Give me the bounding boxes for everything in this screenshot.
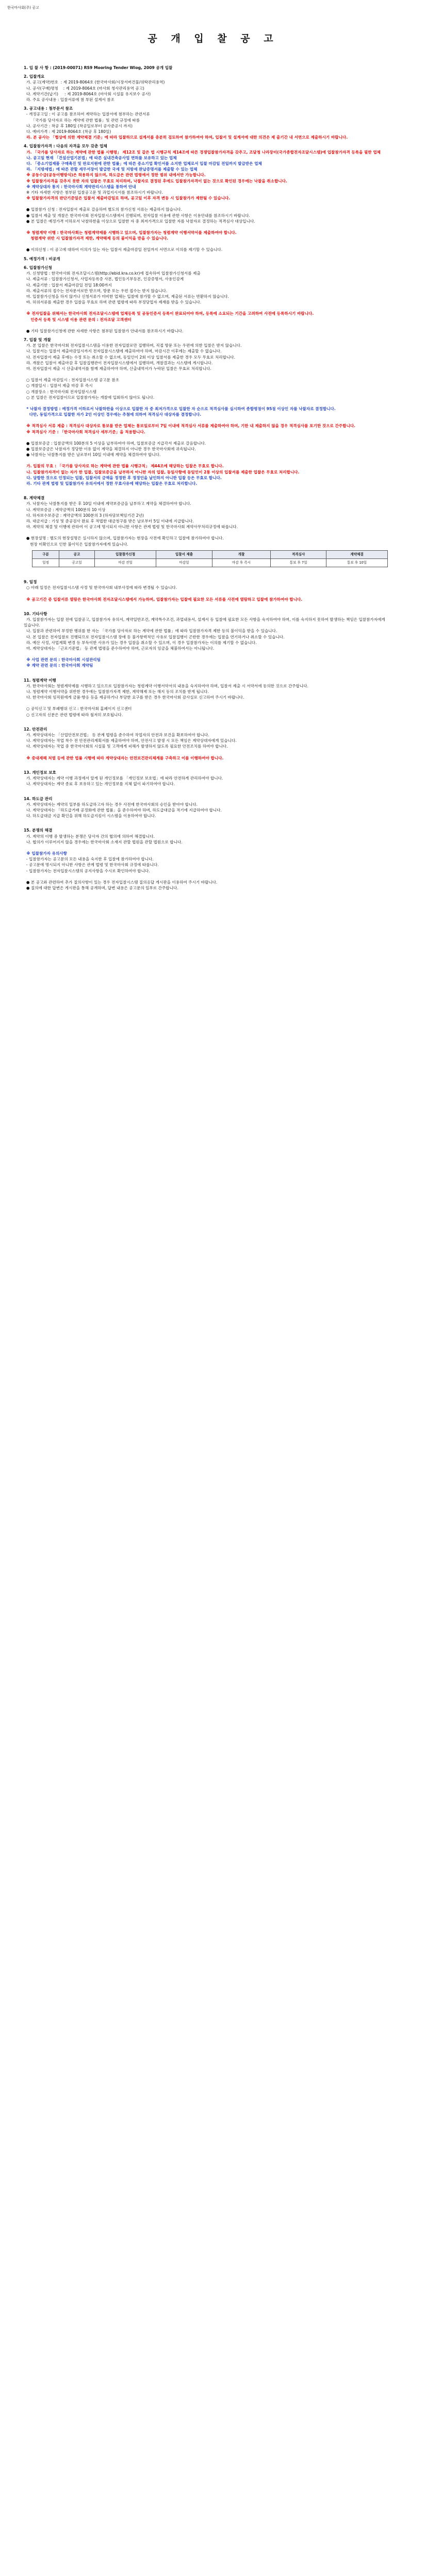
- spacer: [24, 400, 400, 406]
- text-line: 마. 계약의 체결 및 이행에 관하여 이 공고에 명시되지 아니한 사항은 관계 법령 및 한국마사회 계약사무처리규정에 따릅니다.: [24, 524, 238, 530]
- section-heading: 2. 입찰개요: [24, 74, 45, 79]
- text-line: ● 입찰서 제출 및 개찰은 한국마사회 전자입찰시스템에서 진행되며, 전자입찰 이용에 관한 사항은 이용안내를 참조하시기 바랍니다.: [24, 213, 250, 218]
- text-line: 다. 전자입찰서 제출 후에는 수정 또는 취소할 수 없으며, 동일인이 2회 이상 입찰서를 제출한 경우 모두 무효로 처리합니다.: [24, 354, 236, 360]
- notice-body: [24, 62, 400, 891]
- text-line: 나. 입찰참가자격이 없는 자가 한 입찰, 입찰보증금을 납부하지 아니한 자의 입찰, 동일사항에 동일인이 2통 이상의 입찰서를 제출한 입찰은 무효로 처리합니다.: [24, 469, 300, 474]
- text-line: - 공고문에 명시되지 아니한 사항은 관계 법령 및 한국마사회 규정에 따릅니다.: [24, 862, 159, 868]
- text-line: ● 현장설명 : 별도의 현장설명은 실시하지 않으며, 입찰참가자는 현장을 사전에 확인하고 입찰에 참가하여야 합니다.: [24, 536, 224, 541]
- spacer: [24, 651, 400, 657]
- text-line: 나. 제출서류 : 입찰참가신청서, 사업자등록증 사본, 법인등기부등본, 인감증명서, 사용인감계: [24, 277, 184, 282]
- text-line: 가. 공고(계약)번호 : 제 2019-8064호 (한국마사회/시장서버건물/위탁관리용역): [24, 80, 165, 85]
- text-line: 가. 입찰참가자는 입찰 전에 입찰공고, 입찰참가자 유의서, 계약일반조건, 계약특수조건, 과업내용서, 설계서 등 입찰에 필요한 모든 사항을 숙지하여야 하며, 이를 숙지하지 못하여 발생하는 책임은 입찰참가자에게 있습니다.: [24, 617, 387, 628]
- section-heading: 10. 기타사항: [24, 611, 47, 616]
- text-line: 인증서 등록 및 시스템 이용 관련 문의 : 전자조달 고객센터: [24, 317, 132, 322]
- text-line: 라. 대금지급 : 기성 및 준공검사 완료 후 적법한 대금청구를 받은 날로부터 5일 이내에 지급합니다.: [24, 519, 194, 523]
- text-line: 라. 주요 공사내용 : 입찰서류에 첨 부된 설계서 참조: [24, 97, 114, 103]
- schedule-cell: 마감 전일: [94, 559, 156, 567]
- schedule-cell: 통보 후 7일: [271, 559, 326, 567]
- text-line: 가. 「국가를 당사자로 하는 계약에 관한 법률 시행령」 제12조 및 같은 법 시행규칙 제14조에 따른 경쟁입찰참가자격을 갖추고, 조달청 나라장터(국가종합전자조달시스템)에 입찰참가자격 등록을 필한 업체: [24, 149, 381, 155]
- text-line: 다. 예비가격 : 제 2019-8064호 (착공 후 180일): [24, 129, 111, 134]
- spacer: [24, 761, 400, 767]
- spacer: [24, 718, 400, 723]
- text-line: 나. 입찰과 관련하여 부정한 행위를 한 자는 「국가를 당사자로 하는 계약에 관한 법률」에 따라 입찰참가자격 제한 등의 불이익을 받을 수 있습니다.: [24, 629, 277, 634]
- text-line: 라. 예산 사정, 사업계획 변경 등 부득이한 사유가 있는 경우 입찰을 취소할 수 있으며, 이 경우 입찰참가자는 이의를 제기할 수 없습니다.: [24, 640, 257, 645]
- section-heading: 4. 입찰참가자격 : 다음의 자격을 모두 갖춘 업체: [24, 144, 107, 149]
- text-line: ※ 공고기간 중 입찰서류 열람은 한국마사회 전자조달시스템에서 가능하며, 입찰참가자는 입찰에 필요한 모든 서류를 사전에 열람하고 입찰에 참가하여야 합니다.: [24, 597, 303, 602]
- text-line: 다. 계약상대자는 작업 중 한국마사회의 시설물 및 고객에게 피해가 발생하지 않도록 필요한 안전조치를 하여야 합니다.: [24, 744, 228, 749]
- text-line: ※ 입찰참가자격의 판단기준일은 입찰서 제출마감일로 하며, 공고일 이후 자격 변동 시 입찰참가가 제한될 수 있습니다.: [24, 196, 231, 201]
- text-line: ※ 계약상대자 통지 : 한국마사회 계약관리시스템을 통하여 안내: [24, 184, 136, 189]
- spacer: [24, 486, 400, 492]
- schedule-table: [32, 550, 388, 567]
- section-heading: 13. 개인정보 보호: [24, 770, 56, 775]
- text-line: 다. 하도급대금 지급 확인을 위해 하도급지킴이 시스템을 이용하여야 합니다.: [24, 814, 156, 819]
- section-heading: 12. 안전관리: [24, 726, 47, 732]
- text-line: ※ 입찰참가자 유의사항: [24, 851, 67, 856]
- notice-title: 공 개 입 찰 공 고: [148, 33, 278, 44]
- spacer: [24, 750, 400, 755]
- text-line: ○ 아래 일정은 전자입찰시스템 사정 및 한국마사회 내부사정에 따라 변경될 수 있습니다.: [24, 585, 177, 590]
- schedule-header-cell: 공고: [59, 550, 95, 558]
- text-line: ● 입찰보증금 : 입찰금액의 100분의 5 이상을 납부하여야 하며, 입찰보증금 지급각서 제출로 갈음합니다.: [24, 440, 206, 446]
- text-line: ● 이의신청 : 이 공고에 대하여 이의가 있는 자는 입찰서 제출마감일 전일까지 서면으로 이의를 제기할 수 있습니다.: [24, 247, 223, 252]
- text-line: ○ 개찰장소 : 한국마사회 전자입찰시스템: [24, 389, 97, 394]
- text-line: ● 기타 입찰참가신청에 관한 자세한 사항은 첨부된 입찰참가 안내서를 참조하시기 바랍니다.: [24, 328, 184, 333]
- text-line: ※ 청렴계약 이행 : 한국마사회는 청렴계약제를 시행하고 있으며, 입찰참가자는 청렴계약 이행서약서를 제출하여야 합니다.: [24, 230, 237, 235]
- text-line: 다. 제출기한 : 입찰서 제출마감일 전일 18:00까지: [24, 282, 112, 287]
- section-heading: 3. 공고내용 : 첨부문서 참조: [24, 106, 73, 111]
- spacer: [24, 435, 400, 440]
- text-line: 라. 본 공사는 「협상에 의한 계약체결 기준」에 따라 입찰하므로 설계서를 충분히 검토하여 참가하여야 하며, 입찰서 및 설계서에 대한 의견은 제 출기간 내 서면으로 제출하시기 바랍니다.: [24, 135, 348, 140]
- text-line: 나. 협의가 이루어지지 않을 경우에는 한국마사회 소재지 관할 법원을 관할 법원으로 합니다.: [24, 839, 183, 844]
- spacer: [24, 457, 400, 463]
- text-line: ○ 신고자의 신분은 관련 법령에 따라 철저히 보호됩니다.: [24, 712, 123, 717]
- text-line: 마. 계약상대자는 「근로기준법」 등 관계 법령을 준수하여야 하며, 근로자의 임금을 체불하여서는 아니됩니다.: [24, 646, 215, 651]
- text-line: ※ 입찰참가자격을 갖추지 못한 자의 입찰은 무효로 처리하며, 낙찰자로 결정된 후에도 입찰참가자격이 없는 것으로 확인된 경우에는 낙찰을 취소합니다.: [24, 178, 287, 183]
- header-label: 한국마사회(주) 공고: [7, 6, 39, 10]
- text-line: 나. 입찰서는 입찰서 제출마감일시까지 전자입찰시스템에 제출하여야 하며, 마감시간 이후에는 제출할 수 없습니다.: [24, 349, 222, 354]
- text-line: 바. 허위서류를 제출한 경우 입찰을 무효로 하며 관련 법령에 따라 부정당업자 제재를 받을 수 있습니다.: [24, 300, 202, 305]
- text-line: ※ 적격심사 기준 : 「한국마사회 적격심사 세부기준」을 적용합니다.: [24, 429, 145, 434]
- text-line: ※ 계약 관련 문의 : 한국마사회 계약팀: [24, 663, 93, 668]
- text-line: 다만, 동일가격으로 입찰한 자가 2인 이상인 경우에는 추첨에 의하여 적격심사 대상자를 결정합니다.: [24, 412, 202, 417]
- text-line: ● 낙찰자는 낙찰통지를 받은 날로부터 10일 이내에 계약을 체결하여야 합니다.: [24, 452, 161, 457]
- spacer: [24, 305, 400, 311]
- text-line: 다. 하자보수보증금 : 계약금액의 100분의 3 (하자담보책임기간 2년): [24, 513, 144, 518]
- section-heading: 9. 일정: [24, 580, 37, 585]
- text-line: 「국가를 당사자로 하는 계약에 관한 법률」및 관련 규정에 따름: [24, 117, 140, 123]
- spacer: [24, 700, 400, 706]
- text-line: 라. 기타 관계 법령 및 입찰참가자 유의서에서 정한 무효사유에 해당하는 입찰은 무효로 처리합니다.: [24, 481, 198, 486]
- schedule-cell: 공고일: [59, 559, 95, 567]
- text-line: 가. 계약상대자는 「산업안전보건법」 등 관계 법령을 준수하여 작업자의 안전과 보건을 확보하여야 합니다.: [24, 733, 209, 738]
- text-line: - 입찰참가자는 전자입찰시스템의 공지사항을 수시로 확인하여야 합니다.: [24, 868, 150, 873]
- text-line: ● 입찰보증금은 낙찰자가 정당한 이유 없이 계약을 체결하지 아니한 경우 한국마사회에 귀속됩니다.: [24, 446, 196, 451]
- spacer: [24, 323, 400, 328]
- text-line: 나. 공사(구매)명칭 : 제 2019-8064호 (마사회 청사관리용역 공고): [24, 86, 144, 91]
- section-heading: 15. 분쟁의 해결: [24, 828, 53, 833]
- spacer: [24, 602, 400, 608]
- text-line: ● 본 공고와 관련하여 추가 질의사항이 있는 경우 전자입찰시스템 질의응답 게시판을 이용하여 주시기 바랍니다.: [24, 879, 218, 885]
- text-line: ○ 개찰일시 : 입찰서 제출 마감 후 즉시: [24, 383, 93, 388]
- text-line: 다. 「중소기업제품 구매촉진 및 판로지원에 관한 법률」에 따른 중소기업 확인서를 소지한 업체로서 입찰 마감일 전일까지 발급받은 업체: [24, 161, 262, 166]
- spacer: [24, 845, 400, 851]
- text-line: 다. 담합한 것으로 인정되는 입찰, 입찰서의 금액을 정정한 후 정정인을 날인하지 아니한 입찰 등은 무효로 합니다.: [24, 475, 222, 480]
- spacer: [24, 241, 400, 247]
- text-line: ※ 사업 관련 문의 : 한국마사회 시설관리팀: [24, 657, 101, 663]
- spacer: [24, 787, 400, 793]
- schedule-cell: 일정: [32, 559, 59, 567]
- text-line: 가. 계약상대자는 계약 이행 과정에서 알게 된 개인정보를 「개인정보 보호법」에 따라 안전하게 관리하여야 합니다.: [24, 776, 223, 781]
- text-line: 다. 한국마사회 임직원에게 금품·향응 등을 제공하거나 부당한 요구를 받은 경우 한국마사회 감사실로 신고하여 주시기 바랍니다.: [24, 695, 244, 700]
- schedule-cell: 통보 후 10일: [326, 559, 388, 567]
- spacer: [24, 669, 400, 674]
- schedule-header-cell: 적격심사: [271, 550, 326, 558]
- text-line: ● 질의에 대한 답변은 게시판을 통해 공개하며, 답변 내용은 공고문의 일부로 간주합니다.: [24, 885, 178, 890]
- spacer: [24, 874, 400, 879]
- text-line: ○ 입찰서 제출 마감일시 : 전자입찰시스템 공고문 참조: [24, 378, 119, 383]
- text-line: 현장 미확인으로 인한 불이익은 입찰참가자에게 있습니다.: [24, 541, 128, 547]
- schedule-header-cell: 입찰참가신청: [94, 550, 156, 558]
- text-line: 가. 입찰의 무효 : 「국가를 당사자로 하는 계약에 관한 법률 시행규칙」 제44조에 해당하는 입찰은 무효로 합니다.: [24, 464, 224, 469]
- text-line: ※ 중대재해 처벌 등에 관한 법률 시행에 따라 계약상대자는 안전보건관리체계를 구축하고 이를 이행하여야 합니다.: [24, 755, 224, 760]
- schedule-header-cell: 구분: [32, 550, 59, 558]
- text-line: ※ 공동수급(공동이행방식)은 허용하지 않으며, 하도급은 관련 법령에서 정한 범위 내에서만 가능합니다.: [24, 173, 206, 178]
- text-line: 나. 계약상대자는 계약 종료 후 보유하고 있는 개인정보를 지체 없이 파기하여야 합니다.: [24, 782, 175, 787]
- section-heading: 5. 예정가격 : 비공개: [24, 256, 60, 261]
- section-heading: 8. 계약체결: [24, 496, 45, 501]
- spacer: [24, 224, 400, 230]
- spacer: [24, 819, 400, 824]
- text-line: ● 입찰참가 신청 : 전자입찰서 제출로 갈음하며 별도의 참가신청 서류는 제출하지 않습니다.: [24, 207, 183, 212]
- text-line: 나. 계약보증금 : 계약금액의 100분의 10 이상: [24, 507, 106, 512]
- text-line: - 개정공고일 : 이 공고를 참조하여 계약하는 입찰서에 첨부하는 관련서류: [24, 112, 150, 117]
- text-line: ● 본 입찰은 예정가격 이하로서 낙찰하한율 이상으로 입찰한 자 중 최저가격으로 입찰한 자를 낙찰자로 결정하는 적격심사 대상입니다.: [24, 218, 255, 224]
- spacer: [24, 591, 400, 597]
- schedule-cell: 마감 후 즉시: [212, 559, 271, 567]
- spacer: [24, 570, 400, 576]
- text-line: 가. 한국마사회는 청렴계약제를 시행하고 있으므로 입찰참가자는 청렴계약 이행서약서의 내용을 숙지하여야 하며, 입찰서 제출 시 서약서에 동의한 것으로 간주합니다.: [24, 683, 308, 688]
- section-heading: 7. 입찰 및 개찰: [24, 337, 51, 342]
- text-line: 라. 제출서류의 접수는 전자문서로만 받으며, 방문 또는 우편 접수는 받지 않습니다.: [24, 288, 168, 293]
- text-line: ○ 본 입찰은 전자입찰이므로 입찰참가자는 개찰에 입회하지 않아도 됩니다.: [24, 395, 155, 400]
- text-line: 나. 계약상대자는 작업 착수 전 안전관리계획서를 제출하여야 하며, 안전사고 발생 시 모든 책임은 계약상대자에게 있습니다.: [24, 738, 237, 743]
- text-line: 라. 개찰은 입찰서 제출마감 후 입찰집행관이 전자입찰시스템에서 집행하며, 개찰결과는 시스템에 게시합니다.: [24, 360, 213, 365]
- text-line: * 낙찰자 결정방법 : 예정가격 이하로서 낙찰하한율 이상으로 입찰한 자 중 최저가격으로 입찰한 자 순으로 적격심사를 실시하여 종합평점이 95점 이상인 자를 낙찰자로 결정합니다.: [24, 406, 336, 411]
- text-line: 나. 공사기간 : 착공 후 180일 (착공일로부터 공사준공시 까지): [24, 123, 133, 128]
- section-heading: 1. 입 찰 사 항 : (2019-00071) RS9 Mooring Tender Wiog, 2009 공개 입찰: [24, 65, 173, 70]
- section-heading: 6. 입찰참가신청: [24, 265, 52, 270]
- spacer: [24, 530, 400, 535]
- text-line: 나. 청렴계약 이행서약을 위반한 경우에는 입찰참가자격 제한, 계약해제 또는 해지 등의 조치를 받게 됩니다.: [24, 689, 209, 694]
- schedule-header-cell: 개찰: [212, 550, 271, 558]
- text-line: ○ 공익신고 및 부패행위 신고 : 한국마사회 홈페이지 신고센터: [24, 706, 132, 711]
- spacer: [24, 201, 400, 207]
- text-line: 나. 계약상대자는 「하도급거래 공정화에 관한 법률」을 준수하여야 하며, 하도급대금을 적기에 지급하여야 합니다.: [24, 807, 222, 812]
- text-line: ※ 기타 자세한 사항은 첨부된 입찰공고문 및 과업지시서를 참조하시기 바랍니다.: [24, 190, 163, 195]
- text-line: 가. 계약상대자는 계약의 일부를 하도급하고자 하는 경우 사전에 한국마사회의 승인을 받아야 합니다.: [24, 802, 198, 807]
- schedule-cell: 마감일: [156, 559, 212, 567]
- section-heading: 11. 청렴계약 이행: [24, 677, 56, 683]
- spacer: [24, 371, 400, 377]
- text-line: 라. 「지방세법」에 따른 관할 세무서장이 발급한 국세 및 지방세 완납증명서를 제출할 수 있는 업체: [24, 167, 198, 172]
- spacer: [24, 417, 400, 423]
- schedule-header-cell: 계약체결: [326, 550, 388, 558]
- schedule-header-cell: 입찰서 제출: [156, 550, 212, 558]
- text-line: - 입찰참가자는 공고문의 모든 내용을 숙지한 후 입찰에 참가하여야 합니다.: [24, 857, 154, 862]
- text-line: 가. 본 입찰은 한국마사회 전자입찰시스템을 이용한 전자입찰로만 집행하며, 직접 방문 또는 우편에 의한 입찰은 받지 않습니다.: [24, 343, 242, 348]
- text-line: 청렴계약 위반 시 입찰참가자격 제한, 계약해제 등의 불이익을 받을 수 있습니다.: [24, 236, 169, 241]
- text-line: ※ 전자입찰을 위해서는 한국마사회 전자조달시스템에 업체등록 및 공동인증서 등록이 완료되어야 하며, 등록에 소요되는 기간을 고려하여 사전에 등록하시기 바랍니다.: [24, 311, 314, 316]
- text-line: 가. 신청방법 : 한국마사회 전자조달시스템(http://ebid.kra.co.kr)에 접속하여 입찰참가신청서를 제출: [24, 271, 201, 276]
- text-line: 마. 입찰참가신청을 하지 않거나 신청서류가 미비한 업체는 입찰에 참가할 수 없으며, 제출된 서류는 반환하지 않습니다.: [24, 294, 229, 299]
- text-line: ※ 적격심사 서류 제출 : 적격심사 대상자로 통보를 받은 업체는 통보일로부터 7일 이내에 적격심사 서류를 제출하여야 하며, 기한 내 제출하지 않을 경우 적격심사를 포기한 것으로 간주합니다.: [24, 423, 356, 429]
- section-heading: 14. 하도급 관리: [24, 796, 53, 801]
- text-line: 다. 본 입찰은 전자입찰로 진행되므로 전자입찰시스템 장애 등 불가항력적인 사유로 입찰집행이 곤란한 경우에는 입찰을 연기하거나 취소할 수 있습니다.: [24, 634, 285, 639]
- text-line: 가. 낙찰자는 낙찰통지를 받은 후 10일 이내에 계약보증금을 납부하고 계약을 체결하여야 합니다.: [24, 501, 191, 506]
- text-line: 나. 공고일 현재 「건설산업기본법」에 따른 실내건축공사업 면허를 보유하고 있는 업체: [24, 155, 177, 160]
- text-line: 다. 계약기간(납기) : 제 2019-8064호 (마사회 시설물 유지보수 공사): [24, 91, 151, 96]
- text-line: 마. 전자입찰서 제출 시 산출내역서를 함께 제출하여야 하며, 산출내역서가 누락된 입찰은 무효로 처리합니다.: [24, 366, 211, 371]
- text-line: 가. 계약의 이행 중 발생하는 분쟁은 당사자 간의 협의에 의하여 해결합니다.: [24, 834, 155, 839]
